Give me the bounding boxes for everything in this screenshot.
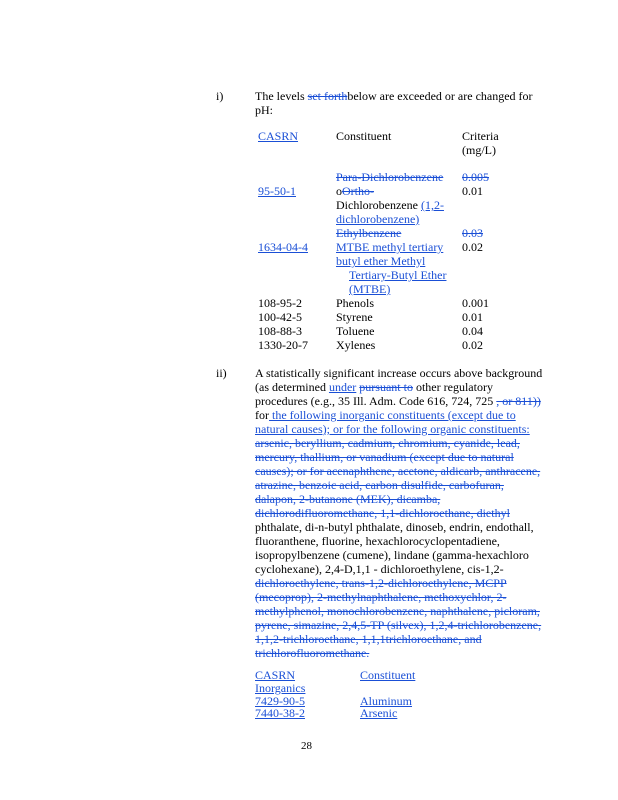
table2-row-arsenic-casrn: 7440-38-2 (255, 706, 305, 720)
section-i-marker: i) (216, 89, 224, 103)
para-dichlorobenzene-deleted: Para-Dichlorobenzene (336, 170, 444, 184)
mtbe-name (336, 240, 461, 296)
ii-l3-a: procedures (e.g., 35 Ill. Adm. Code 616, 724, 725 (255, 394, 494, 408)
mtbe-casrn: 1634-04-4 (258, 240, 308, 254)
mtbe-value: 0.02 (462, 240, 483, 254)
mtbe-line3: Tertiary-Butyl Ether (349, 268, 447, 282)
ii-l2-a: (as determined (255, 380, 329, 394)
para-value-deleted: 0.005 (462, 170, 489, 184)
ii-line-7: mercury, thallium, or vanadium (except due to natural (255, 450, 514, 464)
ii-line-10: dalapon, 2-butanone (MEK), dicamba, (255, 492, 441, 506)
table2-header-constituent: Constituent (360, 668, 416, 682)
section-ii-text (255, 366, 555, 660)
ii-line-13: fluoranthene, fluorine, hexachlorocyclopentadiene, (255, 534, 500, 548)
criteria-unit: (mg/L) (462, 143, 496, 157)
ortho-line2: Dichlorobenzene (336, 198, 421, 212)
ii-line-8: causes); or for acenaphthene, acetone, aldicarb, anthracene, (255, 464, 541, 478)
ii-l2-b: other regulatory (412, 380, 493, 394)
row-toluene-name: Toluene (336, 324, 375, 338)
ii-l4-a: for (255, 408, 269, 422)
row-toluene-casrn: 108-88-3 (258, 324, 302, 338)
ii-l3-del: , or 811)) (496, 394, 541, 408)
mtbe-line4: (MTBE) (349, 282, 391, 296)
row-styrene-name: Styrene (336, 310, 373, 324)
page-number: 28 (301, 740, 312, 752)
ethylbenzene-deleted: Ethylbenzene (336, 226, 402, 240)
ortho-ins-a: (1,2- (420, 198, 444, 212)
ii-line-1: A statistically significant increase occurs above background (255, 366, 543, 380)
table2-header-casrn: CASRN (255, 668, 296, 682)
table1-header-constituent: Constituent (336, 129, 392, 143)
ii-line-5: natural causes); or for the following organic constituents: (255, 422, 530, 436)
ortho-deleted: Ortho- (342, 184, 374, 198)
criteria-label: Criteria (462, 129, 499, 143)
ii-line-6: arsenic, beryllium, cadmium, chromium, cyanide, lead, (255, 436, 520, 450)
table2-row-aluminum-casrn: 7429-90-5 (255, 694, 305, 708)
ii-line-16: dichloroethylene, trans-1,2-dichloroethylene, MCPP (255, 576, 507, 590)
row-phenols-value: 0.001 (462, 296, 489, 310)
ii-line-20: 1,1,2-trichloroethane, 1,1,1trichloroethane, and (255, 632, 482, 646)
table1-header-casrn: CASRN (258, 129, 299, 143)
table1-header-criteria (462, 129, 499, 157)
ii-l4-ins: the following inorganic constituents (except due to (269, 408, 516, 422)
ii-line-12: phthalate, di-n-butyl phthalate, dinoseb, endrin, endothall, (255, 520, 534, 534)
ortho-casrn: 95-50-1 (258, 184, 296, 198)
row-xylenes-casrn: 1330-20-7 (258, 338, 308, 352)
ii-line-17: (mecoprop), 2-methylnaphthalene, methoxychlor, 2- (255, 590, 507, 604)
section-i-line2: pH: (255, 103, 273, 117)
section-i-text (255, 89, 555, 117)
table2-row-aluminum-name: Aluminum (360, 694, 413, 708)
row-toluene-value: 0.04 (462, 324, 483, 338)
row-phenols-casrn: 108-95-2 (258, 296, 302, 310)
ii-line-18: methylphenol, monochlorobenzene, naphthalene, picloram, (255, 604, 540, 618)
section-i-line1-b: below are exceeded or are changed for (347, 89, 533, 103)
row-styrene-value: 0.01 (462, 310, 483, 324)
ortho-o: o (336, 184, 342, 198)
ii-line-11: dichlorodifluoromethane, 1,1-dichloroethane, diethyl (255, 506, 510, 520)
ortho-name (336, 184, 458, 226)
row-styrene-casrn: 100-42-5 (258, 310, 302, 324)
ii-line-2 (255, 380, 555, 394)
table2-row-arsenic-name: Arsenic (360, 706, 398, 720)
ii-line-3 (255, 394, 555, 408)
ii-line-4 (255, 408, 555, 422)
section-ii-marker: ii) (216, 366, 227, 380)
ortho-value: 0.01 (462, 184, 483, 198)
section-i-line1-a: The levels (255, 89, 308, 103)
ii-line-21: trichlorofluoromethane. (255, 646, 370, 660)
mtbe-line1: MTBE methyl tertiary (336, 240, 444, 254)
ii-line-15: cyclohexane), 2,4-D,1,1 - dichloroethylene, cis-1,2- (255, 562, 504, 576)
row-phenols-name: Phenols (336, 296, 375, 310)
ethylbenzene-value-deleted: 0.03 (462, 226, 483, 240)
deleted-set-forth: set forth (307, 89, 348, 103)
table2-group-inorganics: Inorganics (255, 681, 306, 695)
ii-l2-ins: under (328, 380, 357, 394)
ii-line-9: atrazine, benzoic acid, carbon disulfide, carbofuran, (255, 478, 504, 492)
row-xylenes-value: 0.02 (462, 338, 483, 352)
ii-line-14: isopropylbenzene (cumene), lindane (gamma-hexachloro (255, 548, 529, 562)
mtbe-line2: butyl ether Methyl (336, 254, 426, 268)
row-xylenes-name: Xylenes (336, 338, 376, 352)
ortho-ins-b: dichlorobenzene) (336, 212, 420, 226)
ii-l2-del: pursuant to (359, 380, 413, 394)
ii-line-19: pyrene, simazine, 2,4,5-TP (silvex), 1,2,4-trichlorobenzene, (255, 618, 542, 632)
